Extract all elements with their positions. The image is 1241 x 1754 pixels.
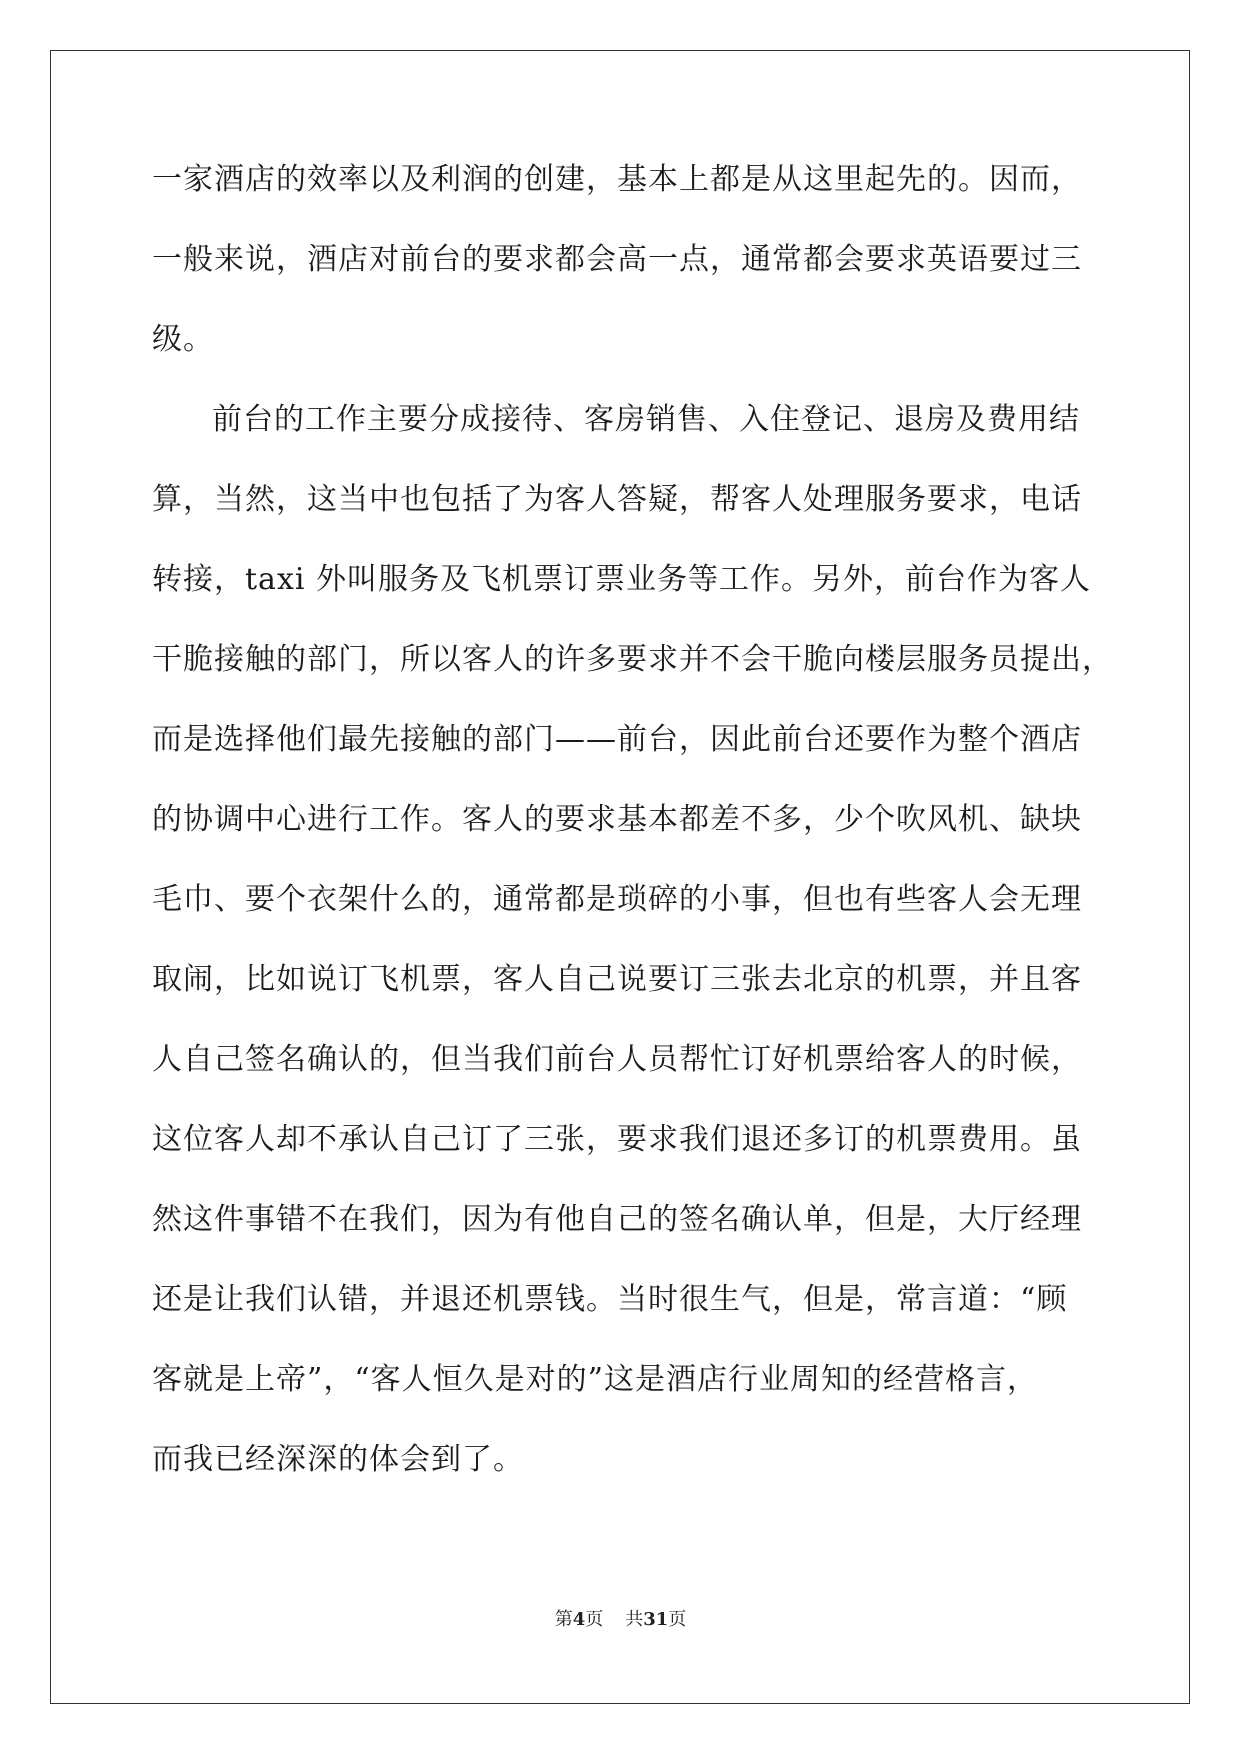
text-line: 然这件事错不在我们，因为有他自己的签名确认单，但是，大厅经理 — [152, 1202, 1082, 1237]
footer-page-number: 4 — [572, 1609, 586, 1630]
paragraph — [152, 400, 1113, 1520]
text-line: 而我已经深深的体会到了。 — [152, 1442, 524, 1477]
text-line: 还是让我们认错，并退还机票钱。当时很生气，但是，常言道：“顾 — [152, 1282, 1068, 1317]
text-line: 的协调中心进行工作。客人的要求基本都差不多，少个吹风机、缺块 — [152, 802, 1082, 837]
text-line: 人自己签名确认的，但当我们前台人员帮忙订好机票给客人的时候， — [152, 1042, 1082, 1077]
text-line: 前台的工作主要分成接待、客房销售、入住登记、退房及费用结 — [212, 402, 1080, 437]
footer-total-unit: 页 — [668, 1609, 687, 1630]
body-text — [152, 160, 1113, 1520]
text-line: 一般来说，酒店对前台的要求都会高一点，通常都会要求英语要过三 — [152, 242, 1082, 277]
text-line: 客就是上帝”，“客人恒久是对的”这是酒店行业周知的经营格言， — [152, 1362, 1039, 1397]
text-line: 转接，taxi 外叫服务及飞机票订票业务等工作。另外，前台作为客人 — [152, 562, 1091, 597]
footer-prefix: 第 — [554, 1609, 573, 1630]
text-line: 毛巾、要个衣架什么的，通常都是琐碎的小事，但也有些客人会无理 — [152, 882, 1082, 917]
footer-page-unit: 页 — [585, 1609, 604, 1630]
footer-total-pages: 31 — [643, 1609, 669, 1630]
text-line: 这位客人却不承认自己订了三张，要求我们退还多订的机票费用。虽 — [152, 1122, 1082, 1157]
paragraph — [152, 160, 1092, 400]
text-line: 算，当然，这当中也包括了为客人答疑，帮客人处理服务要求，电话 — [152, 482, 1082, 517]
text-line: 而是选择他们最先接触的部门——前台，因此前台还要作为整个酒店 — [152, 722, 1082, 757]
page-footer — [0, 1605, 1241, 1631]
text-line: 取闹，比如说订飞机票，客人自己说要订三张去北京的机票，并且客 — [152, 962, 1082, 997]
footer-total-prefix: 共 — [625, 1609, 644, 1630]
text-line: 一家酒店的效率以及利润的创建，基本上都是从这里起先的。因而， — [152, 162, 1082, 197]
text-line: 级。 — [152, 322, 214, 357]
text-line: 干脆接触的部门，所以客人的许多要求并不会干脆向楼层服务员提出， — [152, 642, 1113, 677]
